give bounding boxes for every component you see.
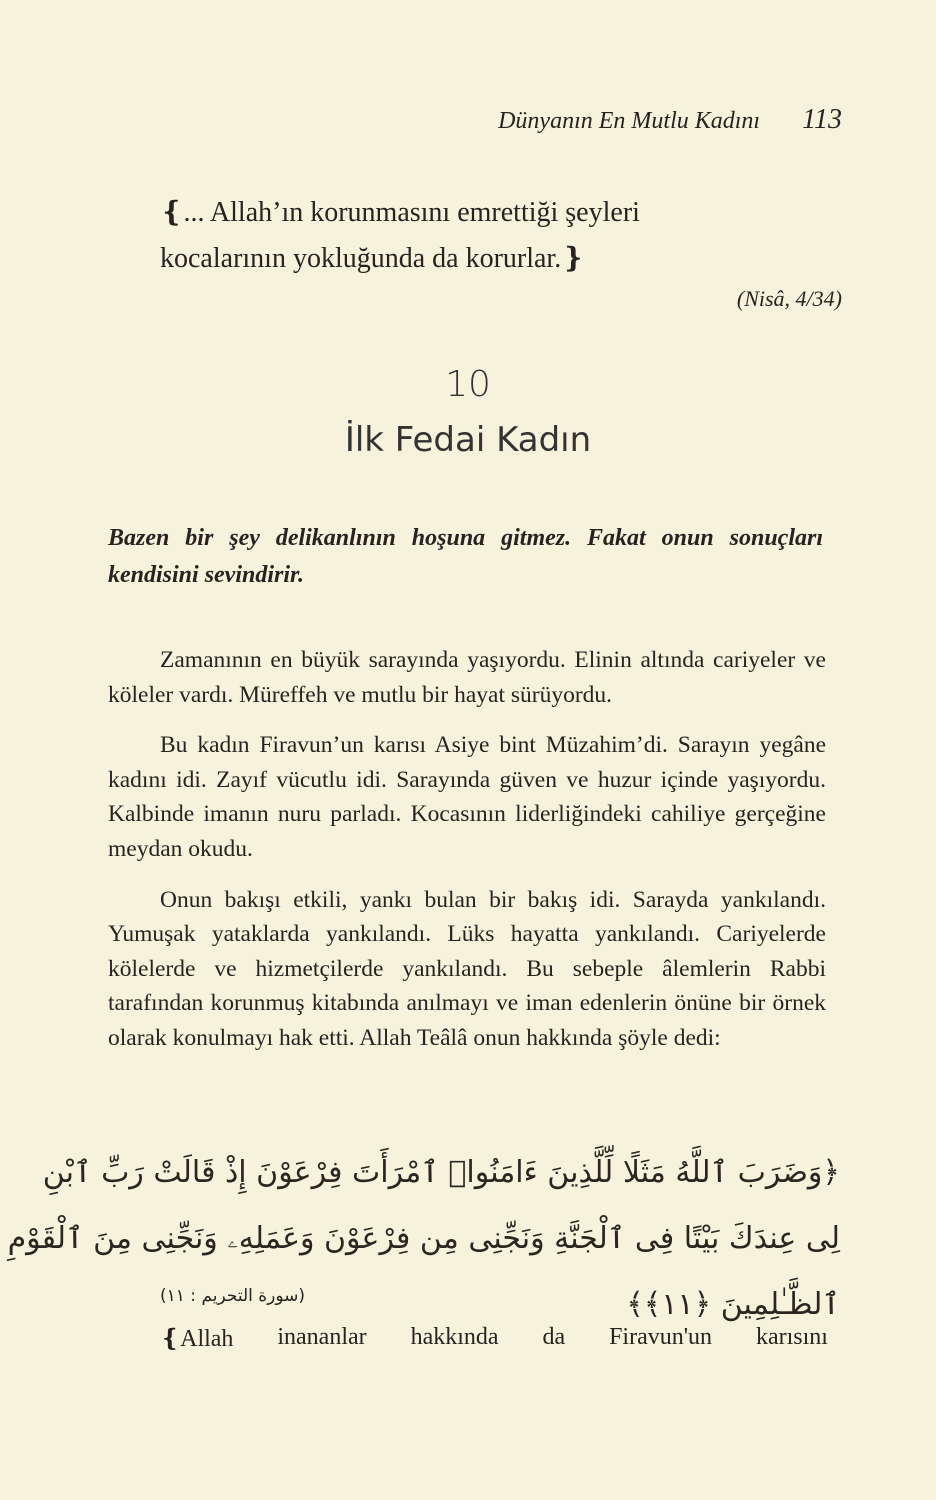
- verse-line-2: لِى عِندَكَ بَيْتًا فِى ٱلْجَنَّةِ وَنَجِّنِى مِن فِرْعَوْنَ وَعَمَلِهِۦ وَنَجِّنِى مِنَ ٱلْقَوْمِ: [7, 1221, 840, 1256]
- word: hakkında: [410, 1324, 499, 1350]
- chapter-number: 10: [445, 364, 491, 405]
- chapter-epigraph: Bazen bir şey delikanlının hoşuna gitmez. Fakat onun sonuçları kendisini sevindirir.: [108, 525, 823, 588]
- word: inananlar: [277, 1324, 367, 1350]
- quote-reference: (Nisâ, 4/34): [736, 286, 842, 311]
- paragraph: Zamanının en büyük sarayında yaşıyordu. Elinin altında cariyeler ve köleler vardı. Müreffeh ve mutlu bir hayat sürüyordu.: [108, 647, 826, 708]
- verse-line-3: ٱلظَّـٰلِمِينَ ﴿١١﴾﴾: [626, 1287, 840, 1322]
- page-header: [498, 104, 842, 136]
- sura-reference: (سورة التحريم : ١١): [160, 1286, 306, 1306]
- quote-line-2: kocalarının yokluğunda da korurlar.❵: [160, 243, 585, 274]
- arabic-verse: [7, 1140, 840, 1338]
- opening-quote: [160, 190, 840, 282]
- paragraph: Onun bakışı etkili, yankı bulan bir bakış idi. Sarayda yankılandı. Yumuşak yataklarda yankılandı. Lüks hayatta yankılandı. Cariyelerde kölelerde ve hizmetçilerde yankılandı. Bu sebeple âlemlerin Rabbi tarafından korunmuş kitabında anılmayı ve iman edenlerin önüne bir örnek olarak konulmayı hak etti. Allah Teâlâ onun hakkında şöyle dedi:: [108, 886, 826, 1051]
- page-number: 113: [802, 104, 842, 135]
- word: karısını: [755, 1324, 828, 1350]
- running-title: Dünyanın En Mutlu Kadını: [498, 108, 761, 134]
- body-text: [108, 643, 826, 1072]
- word: da: [542, 1324, 566, 1350]
- verse-line-1: ﴿وَضَرَبَ ٱللَّهُ مَثَلًا لِّلَّذِينَ ءَامَنُوا۟ ٱمْرَأَتَ فِرْعَوْنَ إِذْ قَالَتْ رَبِّ ٱبْنِ: [42, 1155, 840, 1190]
- paragraph: Bu kadın Firavun’un karısı Asiye bint Müzahim’di. Sarayın yegâne kadını idi. Zayıf vücutlu idi. Sarayında güven ve huzur içinde yaşıyordu. Kalbinde imanın nuru parladı. Kocasının liderliğindeki cahiliye gerçeğine meydan okudu.: [108, 732, 826, 862]
- word: Firavun'un: [609, 1324, 713, 1350]
- quote-line-1: ❴... Allah’ın korunmasını emrettiği şeyleri: [160, 197, 640, 228]
- continuation-line: [160, 1324, 828, 1353]
- chapter-title: İlk Fedai Kadın: [344, 420, 592, 460]
- word: ❴Allah: [160, 1326, 234, 1352]
